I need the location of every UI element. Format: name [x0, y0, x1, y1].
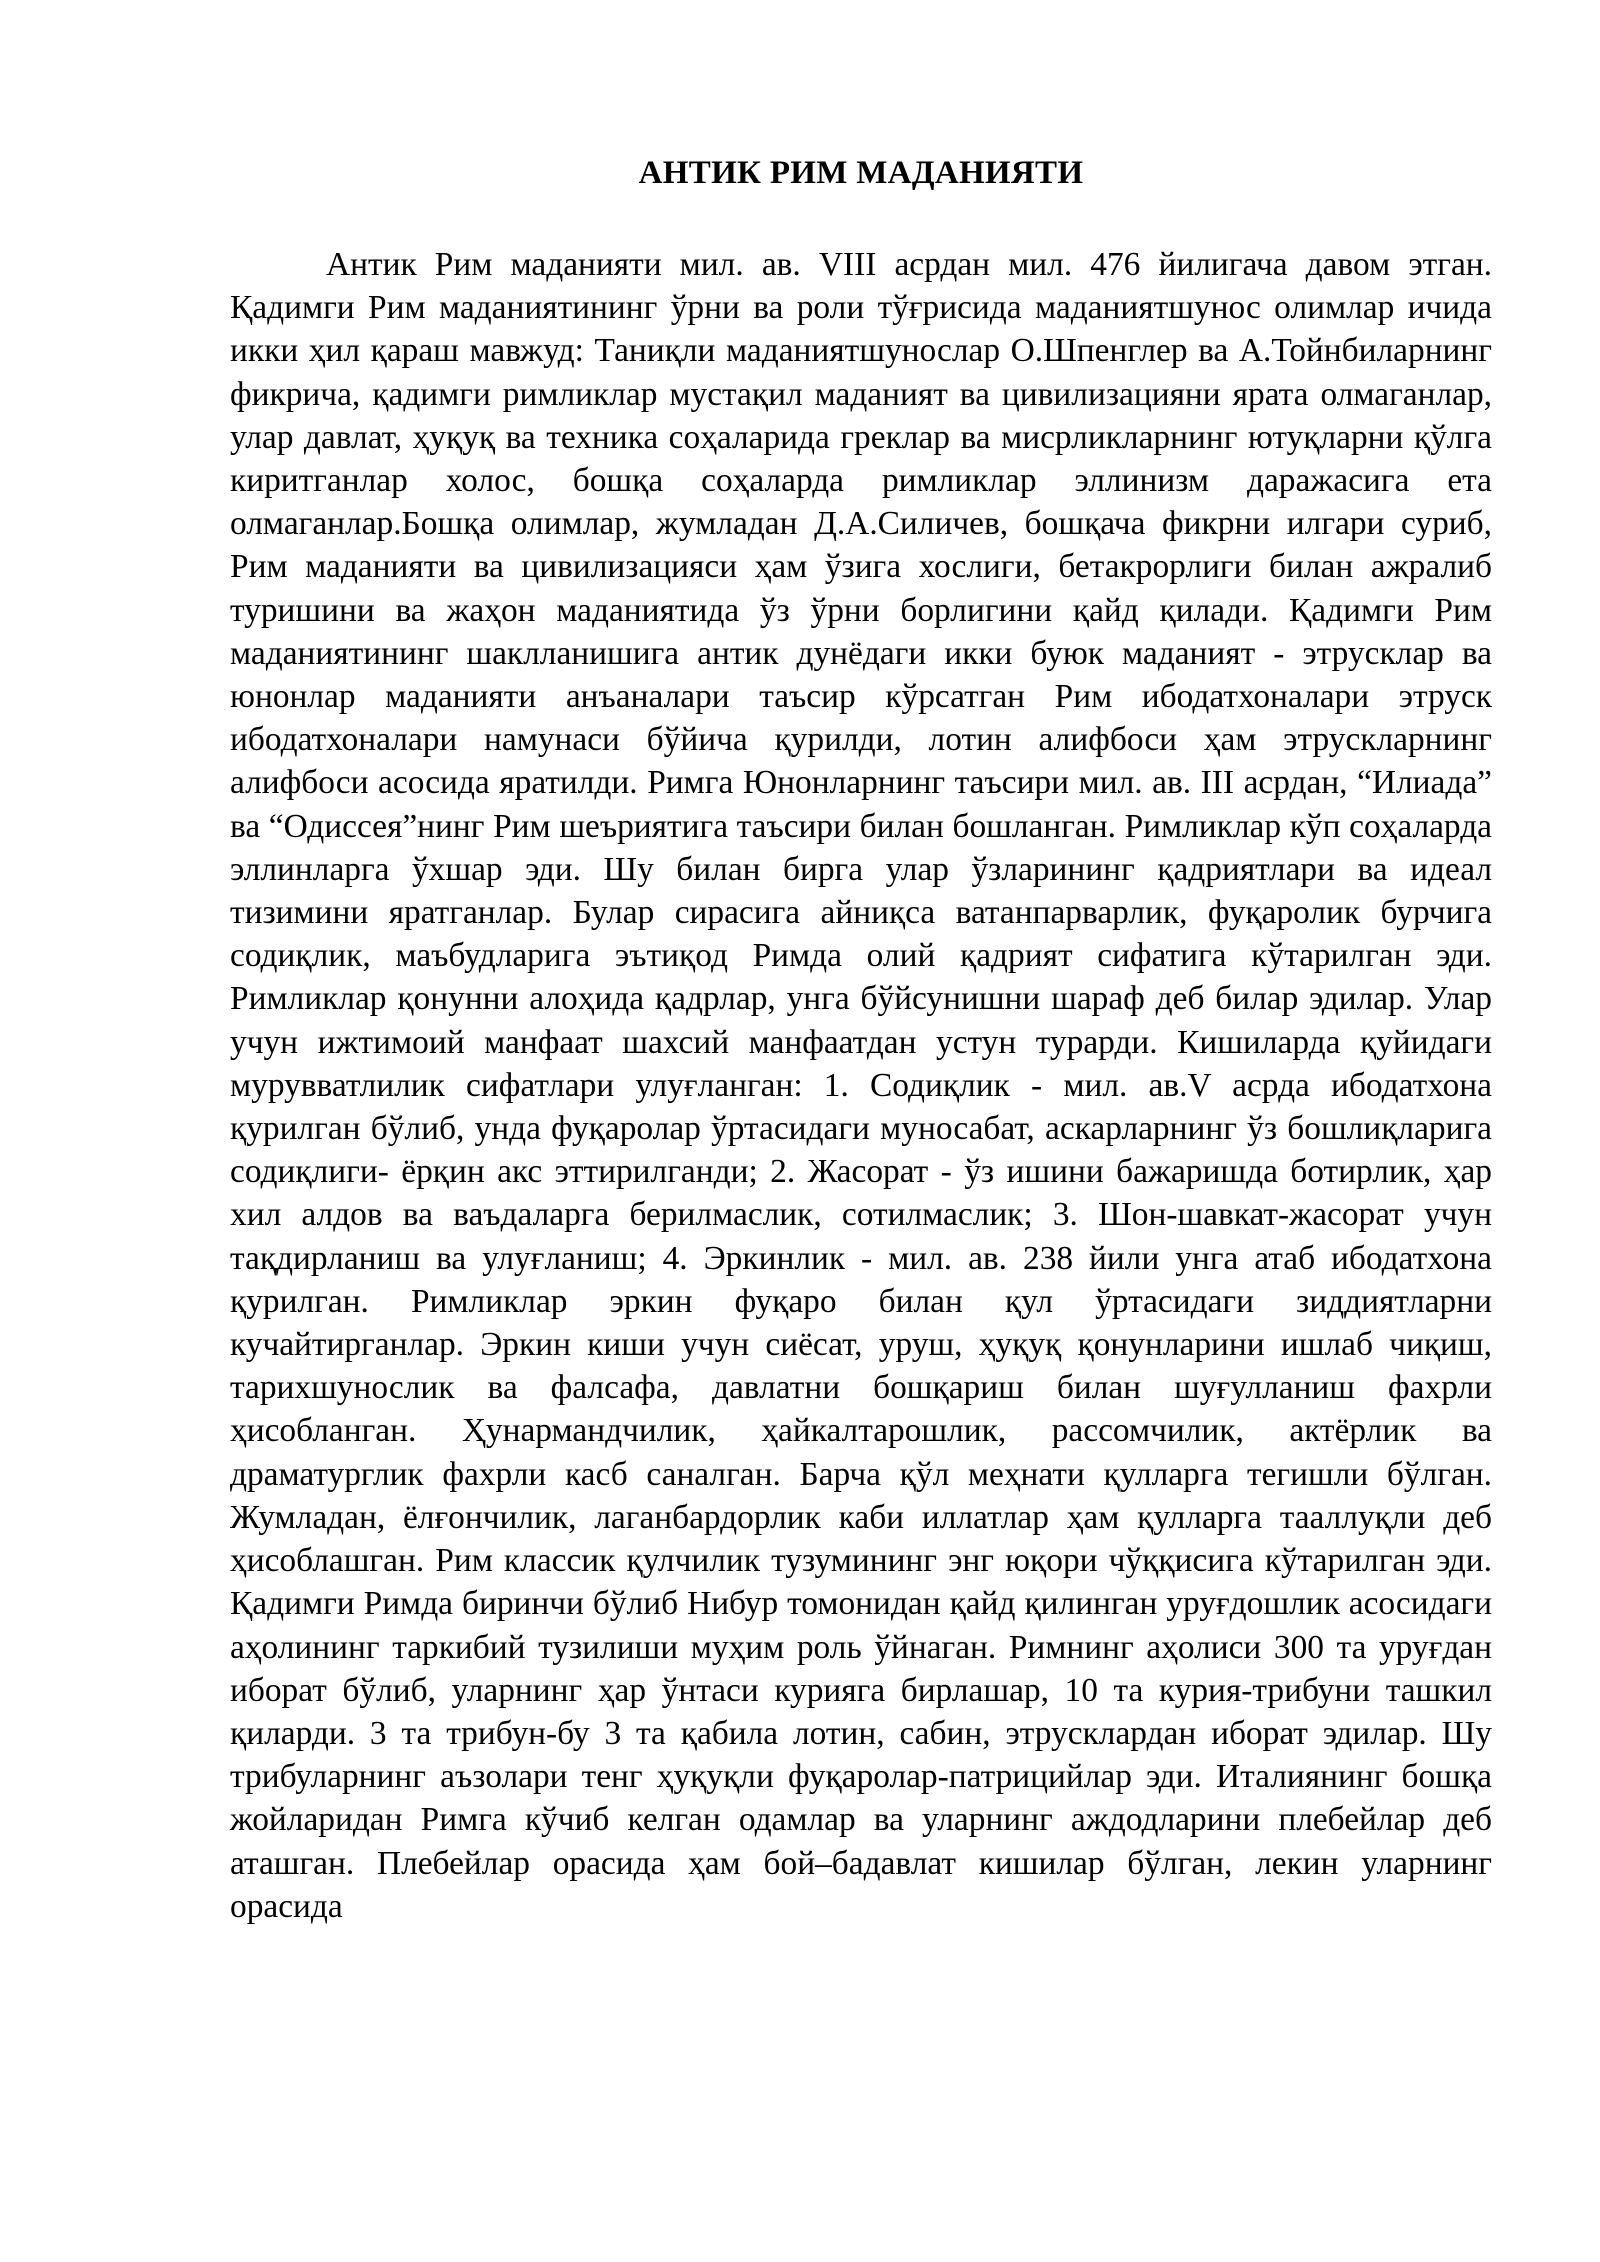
- body-paragraph: Антик Рим маданияти мил. ав. VIII асрдан мил. 476 йилигача давом этган. Қадимги Рим маданиятининг ўрни ва роли тўғрисида маданиятшунос олимлар ичида икки ҳил қараш мавжуд: Таниқли маданиятшунослар О.Шпенглер ва А.Тойнбиларнинг фикрича, қадимги римликлар мустақил маданият ва цивилизацияни ярата олмаганлар, улар давлат, ҳуқуқ ва техника соҳаларида греклар ва мисрликларнинг ютуқларни қўлга киритганлар холос, бошқа соҳаларда римликлар эллинизм даражасига ета олмаганлар.Бошқа олимлар, жумладан Д.А.Силичев, бошқача фикрни илгари суриб, Рим маданияти ва цивилизацияси ҳам ўзига хослиги, бетакрорлиги билан ажралиб туришини ва жаҳон маданиятида ўз ўрни борлигини қайд қилади. Қадимги Рим маданиятининг шаклланишига антик дунёдаги икки буюк маданият - этрусклар ва юнонлар маданияти анъаналари таъсир кўрсатган Рим ибодатхоналари этруск ибодатхоналари намунаси бўйича қурилди, лотин алифбоси ҳам этрускларнинг алифбоси асосида яратилди. Римга Юнонларнинг таъсири мил. ав. III асрдан, “Илиада” ва “Одиссея”нинг Рим шеъриятига таъсири билан бошланган. Римликлар кўп соҳаларда эллинларга ўхшар эди. Шу билан бирга улар ўзларининг қадриятлари ва идеал тизимини яратганлар. Булар сирасига айниқса ватанпарварлик, фуқаролик бурчига содиқлик, маъбудларига эътиқод Римда олий қадрият сифатига кўтарилган эди. Римликлар қонунни алоҳида қадрлар, унга бўйсунишни шараф деб билар эдилар. Улар учун ижтимоий манфаат шахсий манфаатдан устун турарди. Кишиларда қуйидаги мурувватлилик сифатлари улуғланган: 1. Содиқлик - мил. ав.V асрда ибодатхона қурилган бўлиб, унда фуқаролар ўртасидаги муносабат, аскарларнинг ўз бошлиқларига содиқлиги- ёрқин акс эттирилганди; 2. Жасорат - ўз ишини бажаришда ботирлик, ҳар хил алдов ва ваъдаларга берилмаслик, сотилмаслик; 3. Шон-шавкат-жасорат учун тақдирланиш ва улуғланиш; 4. Эркинлик - мил. ав. 238 йили унга атаб ибодатхона қурилган. Римликлар эркин фуқаро билан қул ўртасидаги зиддиятларни кучайтирганлар. Эркин киши учун сиёсат, уруш, ҳуқуқ қонунларини ишлаб чиқиш, тарихшунослик ва фалсафа, давлатни бошқариш билан шуғулланиш фахрли ҳисобланган. Ҳунармандчилик, ҳайкалтарошлик, рассомчилик, актёрлик ва драматурглик фахрли касб саналган. Барча қўл меҳнати қулларга тегишли бўлган. Жумладан, ёлғончилик, лаганбардорлик каби иллатлар ҳам қулларга тааллуқли деб ҳисоблашган. Рим классик қулчилик тузумининг энг юқори чўққисига кўтарилган эди. Қадимги Римда биринчи бўлиб Нибур томонидан қайд қилинган уруғдошлик асосидаги аҳолининг таркибий тузилиши муҳим роль ўйнаган. Римнинг аҳолиси 300 та уруғдан иборат бўлиб, уларнинг ҳар ўнтаси курияга бирлашар, 10 та курия-трибуни ташкил қиларди. 3 та трибун-бу 3 та қабила лотин, сабин, этрусклардан иборат эдилар. Шу трибуларнинг аъзолари тенг ҳуқуқли фуқаролар-патрицийлар эди. Италиянинг бошқа жойларидан Римга кўчиб келган одамлар ва уларнинг аждодларини плебейлар деб аташган. Плебейлар орасида ҳам бой–бадавлат кишилар бўлган, лекин уларнинг орасида: [230, 246, 1492, 1925]
- document-title: АНТИК РИМ МАДАНИЯТИ: [638, 155, 1084, 191]
